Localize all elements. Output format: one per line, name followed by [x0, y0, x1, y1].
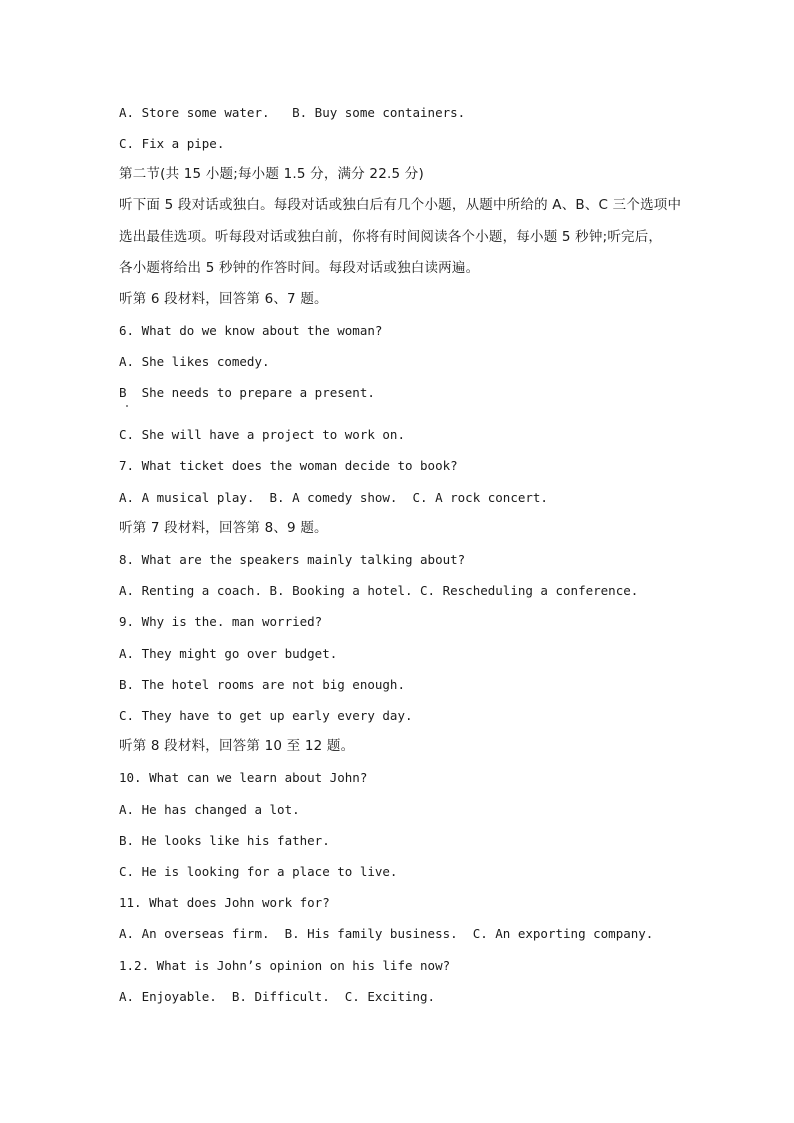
q9-option-c: C. They have to get up early every day. — [119, 708, 413, 723]
q6-option-c: C. She will have a project to work on. — [119, 427, 405, 442]
question-8: 8. What are the speakers mainly talking about? — [119, 552, 466, 567]
q6-option-b: B She needs to prepare a present. — [119, 385, 375, 400]
instructions-line-1: 听下面 5 段对话或独白。每段对话或独白后有几个小题，从题中所给的 A、B、C 三个选项中 — [119, 197, 682, 213]
q8-options: A. Renting a coach. B. Booking a hotel. C. Rescheduling a conference. — [119, 583, 639, 598]
q9-option-a: A. They might go over budget. — [119, 646, 338, 661]
question-12: 1.2. What is John’s opinion on his life now? — [119, 958, 451, 973]
q5-options-ab: A. Store some water. B. Buy some containers. — [119, 105, 466, 120]
q11-options: A. An overseas firm. B. His family business. C. An exporting company. — [119, 926, 654, 941]
section-heading: 第二节(共 15 小题;每小题 1.5 分，满分 22.5 分) — [119, 166, 424, 182]
q7-options: A. A musical play. B. A comedy show. C. A rock concert. — [119, 490, 548, 505]
passage-7-heading: 听第 7 段材料，回答第 8、9 题。 — [119, 520, 328, 536]
q9-option-b: B. The hotel rooms are not big enough. — [119, 677, 405, 692]
question-11: 11. What does John work for? — [119, 895, 330, 910]
q10-option-c: C. He is looking for a place to live. — [119, 864, 398, 879]
passage-6-heading: 听第 6 段材料，回答第 6、7 题。 — [119, 291, 328, 307]
question-6: 6. What do we know about the woman? — [119, 323, 383, 338]
stray-mark — [126, 405, 128, 407]
passage-8-heading: 听第 8 段材料，回答第 10 至 12 题。 — [119, 738, 355, 754]
question-9: 9. Why is the. man worried? — [119, 614, 323, 629]
instructions-line-3: 各小题将给出 5 秒钟的作答时间。每段对话或独白读两遍。 — [119, 260, 480, 276]
q5-option-c: C. Fix a pipe. — [119, 136, 225, 151]
q6-option-a: A. She likes comedy. — [119, 354, 270, 369]
question-10: 10. What can we learn about John? — [119, 770, 368, 785]
instructions-line-2: 选出最佳选项。听每段对话或独白前，你将有时间阅读各个小题，每小题 5 秒钟;听完后， — [119, 229, 663, 245]
q10-option-a: A. He has changed a lot. — [119, 802, 300, 817]
q12-options: A. Enjoyable. B. Difficult. C. Exciting. — [119, 989, 436, 1004]
q10-option-b: B. He looks like his father. — [119, 833, 330, 848]
question-7: 7. What ticket does the woman decide to book? — [119, 458, 458, 473]
